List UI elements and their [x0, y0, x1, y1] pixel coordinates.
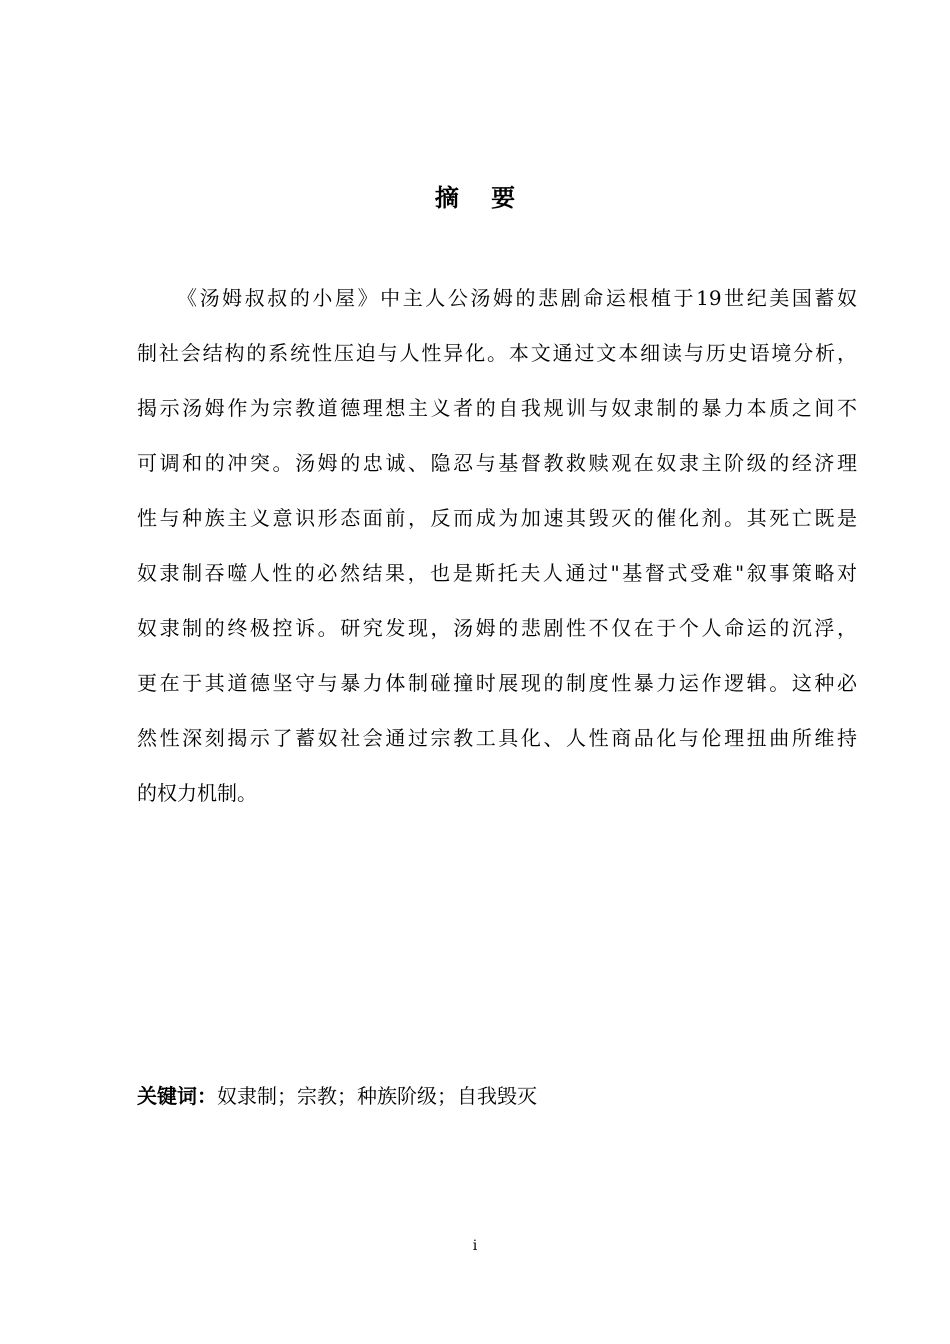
- abstract-line: 制社会结构的系统性压迫与人性异化。本文通过文本细读与历史语境分析，: [137, 341, 857, 365]
- abstract-line: 更在于其道德坚守与暴力体制碰撞时展现的制度性暴力运作逻辑。这种必: [137, 671, 857, 695]
- abstract-line: 奴隶制的终极控诉。研究发现，汤姆的悲剧性不仅在于个人命运的沉浮，: [137, 616, 857, 640]
- abstract-line: 可调和的冲突。汤姆的忠诚、隐忍与基督教救赎观在奴隶主阶级的经济理: [137, 451, 857, 475]
- keywords-label: 关键词：: [137, 1084, 217, 1108]
- page-number: i: [472, 1238, 478, 1254]
- page-title: 摘 要: [434, 184, 528, 212]
- abstract-line: 《汤姆叔叔的小屋》中主人公汤姆的悲剧命运根植于19世纪美国蓄奴: [177, 286, 857, 310]
- keywords-value: 奴隶制；宗教；种族阶级；自我毁灭: [217, 1084, 537, 1108]
- abstract-line: 奴隶制吞噬人性的必然结果，也是斯托夫人通过"基督式受难"叙事策略对: [137, 561, 857, 585]
- abstract-line: 的权力机制。: [137, 781, 257, 805]
- abstract-line: 然性深刻揭示了蓄奴社会通过宗教工具化、人性商品化与伦理扭曲所维持: [137, 726, 857, 750]
- abstract-body: [137, 276, 857, 826]
- keywords: [137, 1076, 857, 1116]
- abstract-line: 性与种族主义意识形态面前，反而成为加速其毁灭的催化剂。其死亡既是: [137, 506, 857, 530]
- abstract-line: 揭示汤姆作为宗教道德理想主义者的自我规训与奴隶制的暴力本质之间不: [137, 396, 857, 420]
